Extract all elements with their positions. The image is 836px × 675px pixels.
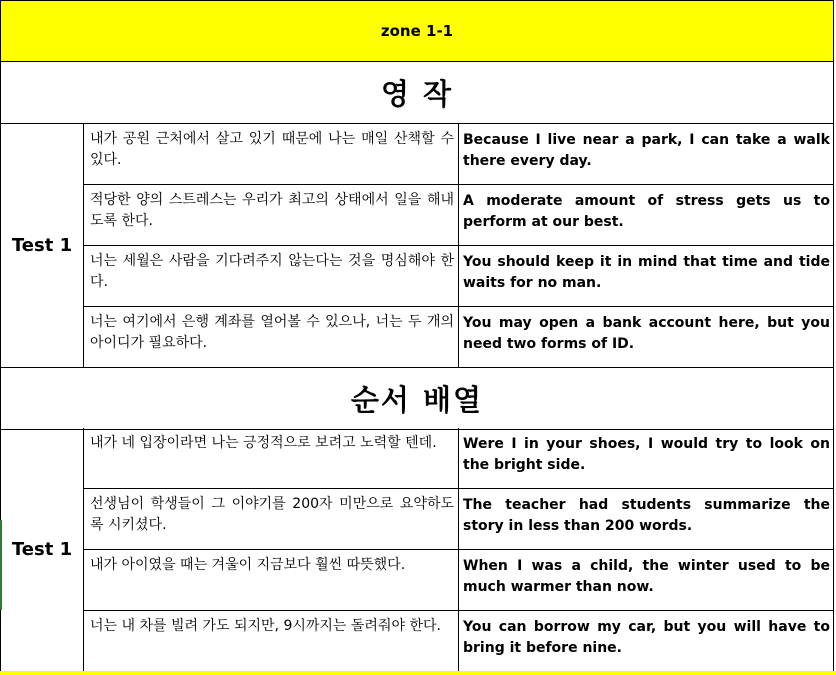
- sentence-row: [84, 307, 834, 368]
- zone-title: zone 1-1: [380, 22, 454, 40]
- korean-sentence: 너는 여기에서 은행 계좌를 열어볼 수 있으나, 너는 두 개의 아이디가 필요하다.: [84, 307, 459, 367]
- english-sentence: You may open a bank account here, but you need two forms of ID.: [463, 315, 830, 352]
- english-sentence: When I was a child, the winter used to be much warmer than now.: [463, 558, 830, 595]
- section-title-text: 영 작: [380, 77, 454, 111]
- section-title-text: 순서 배열: [350, 383, 484, 417]
- english-sentence: You should keep it in mind that time and tide waits for no man.: [463, 254, 830, 291]
- sentence-row: [84, 185, 834, 246]
- sentence-row: [84, 246, 834, 307]
- test-block-ordering: [0, 428, 834, 672]
- english-sentence: Were I in your shoes, I would try to look on the bright side.: [463, 436, 830, 473]
- sentence-row: [84, 124, 834, 185]
- test-label-text: Test 1: [11, 539, 73, 560]
- english-sentence: Because I live near a park, I can take a walk there every day.: [463, 132, 830, 169]
- korean-sentence: 너는 세월은 사람을 기다려주지 않는다는 것을 명심해야 한다.: [84, 246, 459, 306]
- korean-sentence: 적당한 양의 스트레스는 우리가 최고의 상태에서 일을 해내도록 한다.: [84, 185, 459, 245]
- english-sentence: The teacher had students summarize the story in less than 200 words.: [463, 497, 830, 534]
- bottom-banner-edge: [0, 671, 836, 675]
- korean-sentence: 선생님이 학생들이 그 이야기를 200자 미만으로 요약하도록 시키셨다.: [84, 489, 459, 549]
- test-label-text: Test 1: [11, 235, 73, 256]
- korean-sentence: 내가 아이였을 때는 겨울이 지금보다 훨씬 따뜻했다.: [84, 550, 459, 610]
- korean-sentence: 내가 공원 근처에서 살고 있기 때문에 나는 매일 산책할 수 있다.: [84, 124, 459, 184]
- test-label: [1, 428, 84, 671]
- sentence-row: [84, 611, 834, 672]
- zone-banner: [0, 0, 834, 62]
- sentence-row: [84, 489, 834, 550]
- korean-sentence: 내가 네 입장이라면 나는 긍정적으로 보려고 노력할 텐데.: [84, 428, 459, 488]
- test-label: [1, 124, 84, 367]
- section-title-ordering: [0, 368, 834, 430]
- korean-sentence: 너는 내 차를 빌려 가도 되지만, 9시까지는 돌려줘야 한다.: [84, 611, 459, 671]
- sentence-row: [84, 550, 834, 611]
- test-block-composition: [0, 124, 834, 368]
- sentence-row: [84, 428, 834, 489]
- english-sentence: A moderate amount of stress gets us to perform at our best.: [463, 193, 830, 230]
- section-title-composition: [0, 62, 834, 124]
- english-sentence: You can borrow my car, but you will have to bring it before nine.: [463, 619, 830, 656]
- edge-marker: [0, 520, 2, 610]
